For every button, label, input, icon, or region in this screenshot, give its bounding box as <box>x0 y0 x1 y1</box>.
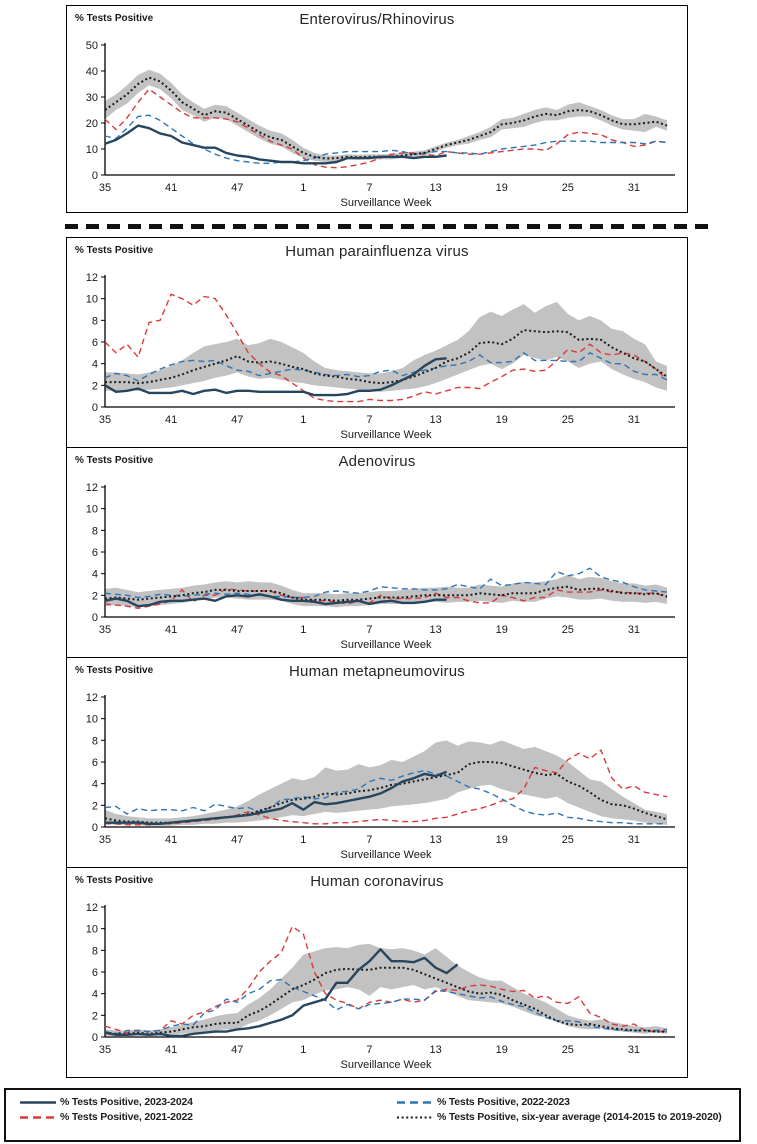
svg-text:12: 12 <box>85 272 98 284</box>
y-axis-title: % Tests Positive <box>75 13 154 24</box>
y-axis-title: % Tests Positive <box>75 875 154 886</box>
panel-header <box>67 6 687 37</box>
svg-text:19: 19 <box>495 834 508 846</box>
panel-header <box>67 238 687 269</box>
svg-text:6: 6 <box>91 547 98 559</box>
svg-text:6: 6 <box>91 757 98 769</box>
svg-text:25: 25 <box>561 624 574 636</box>
svg-text:25: 25 <box>561 182 574 194</box>
svg-text:7: 7 <box>366 1044 373 1056</box>
legend-item-2022-2023 <box>396 1096 735 1108</box>
svg-text:31: 31 <box>627 182 641 194</box>
panel-header <box>67 448 687 479</box>
legend-label: % Tests Positive, 2021-2022 <box>60 1111 193 1123</box>
svg-text:Surveillance Week: Surveillance Week <box>340 639 432 651</box>
svg-text:4: 4 <box>91 568 98 581</box>
lower-charts-stack <box>0 237 757 1078</box>
svg-text:10: 10 <box>85 293 98 306</box>
svg-text:7: 7 <box>366 182 373 194</box>
svg-text:41: 41 <box>164 624 178 636</box>
svg-text:6: 6 <box>91 967 98 979</box>
svg-text:19: 19 <box>495 624 508 636</box>
svg-text:8: 8 <box>91 315 98 328</box>
svg-text:41: 41 <box>164 414 178 426</box>
y-axis-title: % Tests Positive <box>75 455 154 466</box>
svg-text:31: 31 <box>627 624 641 636</box>
svg-text:12: 12 <box>85 692 98 704</box>
chart-panel-enterovirus-rhinovirus <box>66 5 688 213</box>
svg-text:1: 1 <box>300 1044 307 1056</box>
legend-box <box>4 1088 741 1142</box>
svg-text:47: 47 <box>231 834 244 846</box>
svg-text:0: 0 <box>91 612 98 624</box>
dashed-separator <box>65 224 710 229</box>
dotted-line-marker-icon <box>396 1111 434 1123</box>
chart-title: Human metapneumovirus <box>289 663 465 680</box>
panel-header <box>67 868 687 899</box>
svg-text:7: 7 <box>366 624 373 636</box>
svg-text:Surveillance Week: Surveillance Week <box>340 849 432 861</box>
svg-text:25: 25 <box>561 1044 574 1056</box>
dashed-red-line-marker-icon <box>19 1111 57 1123</box>
svg-text:Surveillance Week: Surveillance Week <box>340 429 432 441</box>
y-axis-title: % Tests Positive <box>75 665 154 676</box>
svg-text:35: 35 <box>98 624 112 636</box>
svg-text:19: 19 <box>495 1044 508 1056</box>
svg-text:7: 7 <box>366 414 373 426</box>
svg-text:4: 4 <box>91 778 98 791</box>
svg-text:6: 6 <box>91 337 98 349</box>
svg-text:41: 41 <box>164 182 178 194</box>
legend-label: % Tests Positive, six-year average (2014-2015 to 2019-2020) <box>437 1111 722 1123</box>
svg-text:47: 47 <box>231 1044 244 1056</box>
svg-text:13: 13 <box>429 414 442 426</box>
svg-text:1: 1 <box>300 414 307 426</box>
svg-text:47: 47 <box>231 414 244 426</box>
svg-text:31: 31 <box>627 1044 641 1056</box>
svg-text:10: 10 <box>85 144 98 156</box>
solid-line-marker-icon <box>19 1096 57 1108</box>
svg-text:25: 25 <box>561 414 574 426</box>
svg-text:1: 1 <box>300 624 307 636</box>
svg-text:35: 35 <box>98 1044 112 1056</box>
svg-text:0: 0 <box>91 1032 98 1044</box>
svg-text:40: 40 <box>85 66 98 78</box>
svg-text:0: 0 <box>91 170 98 182</box>
enterovirus-rhinovirus-chart <box>71 39 681 211</box>
metapneumovirus-chart <box>71 691 681 863</box>
svg-text:8: 8 <box>91 945 98 958</box>
svg-text:0: 0 <box>91 402 98 414</box>
svg-text:41: 41 <box>164 1044 178 1056</box>
legend-item-six-year-average <box>396 1111 735 1123</box>
legend-label: % Tests Positive, 2023-2024 <box>60 1096 193 1108</box>
svg-text:47: 47 <box>231 182 244 194</box>
chart-title: Enterovirus/Rhinovirus <box>299 11 455 28</box>
svg-text:0: 0 <box>91 822 98 834</box>
chart-panel-metapneumovirus <box>66 657 688 868</box>
svg-text:35: 35 <box>98 414 112 426</box>
panel-header <box>67 658 687 689</box>
svg-text:13: 13 <box>429 182 442 194</box>
svg-text:2: 2 <box>91 800 98 813</box>
svg-text:4: 4 <box>91 358 98 371</box>
svg-text:41: 41 <box>164 834 178 846</box>
svg-text:1: 1 <box>300 182 307 194</box>
svg-text:8: 8 <box>91 735 98 748</box>
legend-item-2023-2024 <box>19 1096 396 1108</box>
svg-text:30: 30 <box>85 92 98 104</box>
svg-text:13: 13 <box>429 624 442 636</box>
y-axis-title: % Tests Positive <box>75 245 154 256</box>
svg-text:13: 13 <box>429 834 442 846</box>
svg-text:47: 47 <box>231 624 244 636</box>
chart-panel-adenovirus <box>66 447 688 658</box>
chart-panel-parainfluenza <box>66 237 688 448</box>
svg-text:31: 31 <box>627 834 641 846</box>
svg-text:19: 19 <box>495 414 508 426</box>
legend-label: % Tests Positive, 2022-2023 <box>437 1096 570 1108</box>
svg-text:8: 8 <box>91 525 98 538</box>
dashed-blue-line-marker-icon <box>396 1096 434 1108</box>
chart-title: Human parainfluenza virus <box>285 243 469 260</box>
adenovirus-chart <box>71 481 681 653</box>
svg-text:12: 12 <box>85 902 98 914</box>
svg-text:10: 10 <box>85 713 98 726</box>
svg-text:4: 4 <box>91 988 98 1001</box>
svg-text:25: 25 <box>561 834 574 846</box>
svg-text:2: 2 <box>91 590 98 603</box>
legend-item-2021-2022 <box>19 1111 396 1123</box>
parainfluenza-chart <box>71 271 681 443</box>
chart-title: Adenovirus <box>338 453 416 470</box>
coronavirus-chart <box>71 901 681 1073</box>
svg-text:50: 50 <box>85 40 98 52</box>
svg-text:Surveillance Week: Surveillance Week <box>340 197 432 209</box>
svg-text:12: 12 <box>85 482 98 494</box>
svg-text:1: 1 <box>300 834 307 846</box>
svg-text:19: 19 <box>495 182 508 194</box>
svg-text:10: 10 <box>85 503 98 516</box>
svg-text:13: 13 <box>429 1044 442 1056</box>
svg-text:7: 7 <box>366 834 373 846</box>
svg-text:20: 20 <box>85 118 98 130</box>
chart-panel-coronavirus <box>66 867 688 1078</box>
chart-title: Human coronavirus <box>310 873 444 890</box>
svg-text:2: 2 <box>91 380 98 393</box>
svg-text:31: 31 <box>627 414 641 426</box>
svg-text:10: 10 <box>85 923 98 936</box>
svg-text:35: 35 <box>98 182 112 194</box>
svg-text:35: 35 <box>98 834 112 846</box>
svg-text:2: 2 <box>91 1010 98 1023</box>
svg-text:Surveillance Week: Surveillance Week <box>340 1059 432 1071</box>
